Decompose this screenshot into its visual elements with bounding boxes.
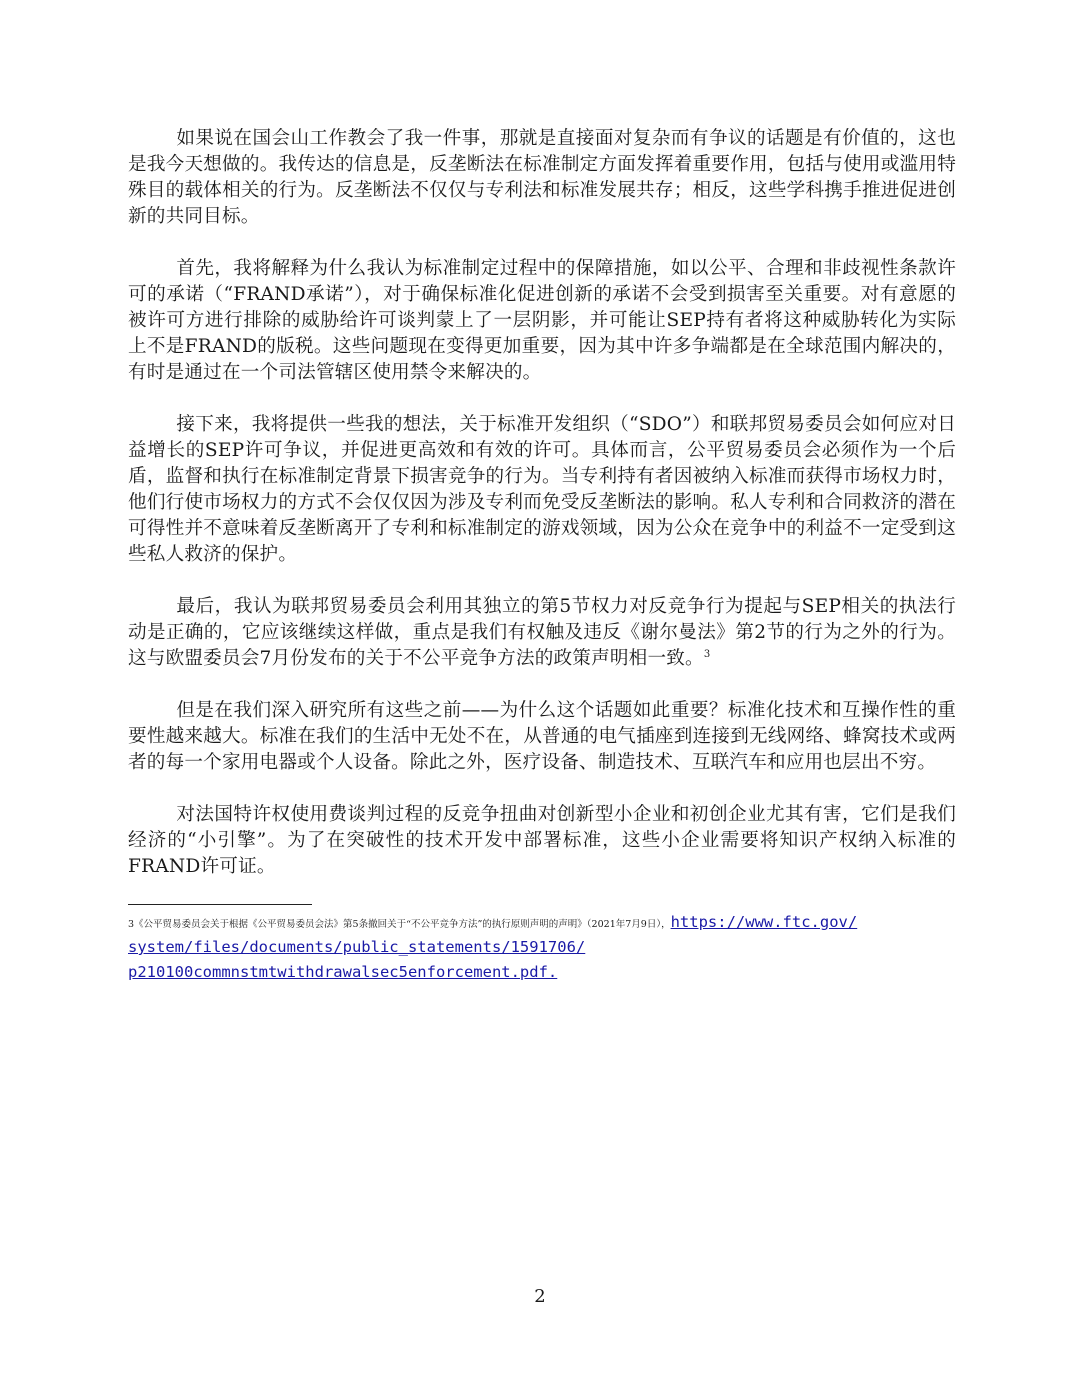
footnote-divider bbox=[128, 904, 312, 905]
body-text bbox=[128, 126, 956, 906]
paragraph-4-text: 最后，我认为联邦贸易委员会利用其独立的第5节权力对反竞争行为提起与SEP相关的执法行动是正确的，它应该继续这样做，重点是我们有权触及违反《谢尔曼法》第2节的行为之外的行为。这与欧盟委员会7月份发布的关于不公平竞争方法的政策声明相一致。 bbox=[128, 596, 956, 669]
footnote-reference[interactable]: 3 bbox=[703, 648, 711, 660]
footnote-text: 《公平贸易委员会关于根据《公平贸易委员会法》第5条撤回关于“不公平竞争方法”的执行原则声明的声明》（2021年7月9日）， bbox=[134, 919, 671, 930]
paragraph-6: 对法国特许权使用费谈判过程的反竞争扭曲对创新型小企业和初创企业尤其有害，它们是我们经济的“小引擎”。为了在突破性的技术开发中部署标准，这些小企业需要将知识产权纳入标准的FRAND许可证。 bbox=[128, 804, 956, 877]
footnote-link-part-1[interactable]: https://www.ftc.gov/ bbox=[670, 913, 858, 931]
paragraph-5: 但是在我们深入研究所有这些之前——为什么这个话题如此重要？标准化技术和互操作性的重要性越来越大。标准在我们的生活中无处不在，从普通的电气插座到连接到无线网络、蜂窝技术或两者的每一个家用电器或个人设备。除此之外，医疗设备、制造技术、互联汽车和应用也层出不穷。 bbox=[128, 700, 956, 773]
footnote-number: 3 bbox=[128, 919, 135, 930]
footnote-link-part-3[interactable]: p210100commnstmtwithdrawalsec5enforcement.pdf. bbox=[128, 963, 558, 981]
paragraph-4 bbox=[128, 594, 956, 672]
paragraph-3: 接下来，我将提供一些我的想法，关于标准开发组织（“SDO”）和联邦贸易委员会如何应对日益增长的SEP许可争议，并促进更高效和有效的许可。具体而言，公平贸易委员会必须作为一个后盾，监督和执行在标准制定背景下损害竞争的行为。当专利持有者因被纳入标准而获得市场权力时，他们行使市场权力的方式不会仅仅因为涉及专利而免受反垄断法的影响。私人专利和合同救济的潜在可得性并不意味着反垄断离开了专利和标准制定的游戏领域，因为公众在竞争中的利益不一定受到这些私人救济的保护。 bbox=[128, 414, 956, 565]
footnote-link-part-2[interactable]: system/files/documents/public_statements/1591706/ bbox=[128, 938, 586, 956]
paragraph-1: 如果说在国会山工作教会了我一件事，那就是直接面对复杂而有争议的话题是有价值的，这也是我今天想做的。我传达的信息是，反垄断法在标准制定方面发挥着重要作用，包括与使用或滥用特殊目的载体相关的行为。反垄断法不仅仅与专利法和标准发展共存；相反，这些学科携手推进促进创新的共同目标。 bbox=[128, 128, 956, 227]
paragraph-2: 首先，我将解释为什么我认为标准制定过程中的保障措施，如以公平、合理和非歧视性条款许可的承诺（“FRAND承诺”），对于确保标准化促进创新的承诺不会受到损害至关重要。对有意愿的被许可方进行排除的威胁给许可谈判蒙上了一层阴影，并可能让SEP持有者将这种威胁转化为实际上不是FRAND的版税。这些问题现在变得更加重要，因为其中许多争端都是在全球范围内解决的，有时是通过在一个司法管辖区使用禁令来解决的。 bbox=[128, 258, 956, 383]
page-number: 2 bbox=[534, 1286, 546, 1307]
footnote bbox=[128, 911, 958, 986]
